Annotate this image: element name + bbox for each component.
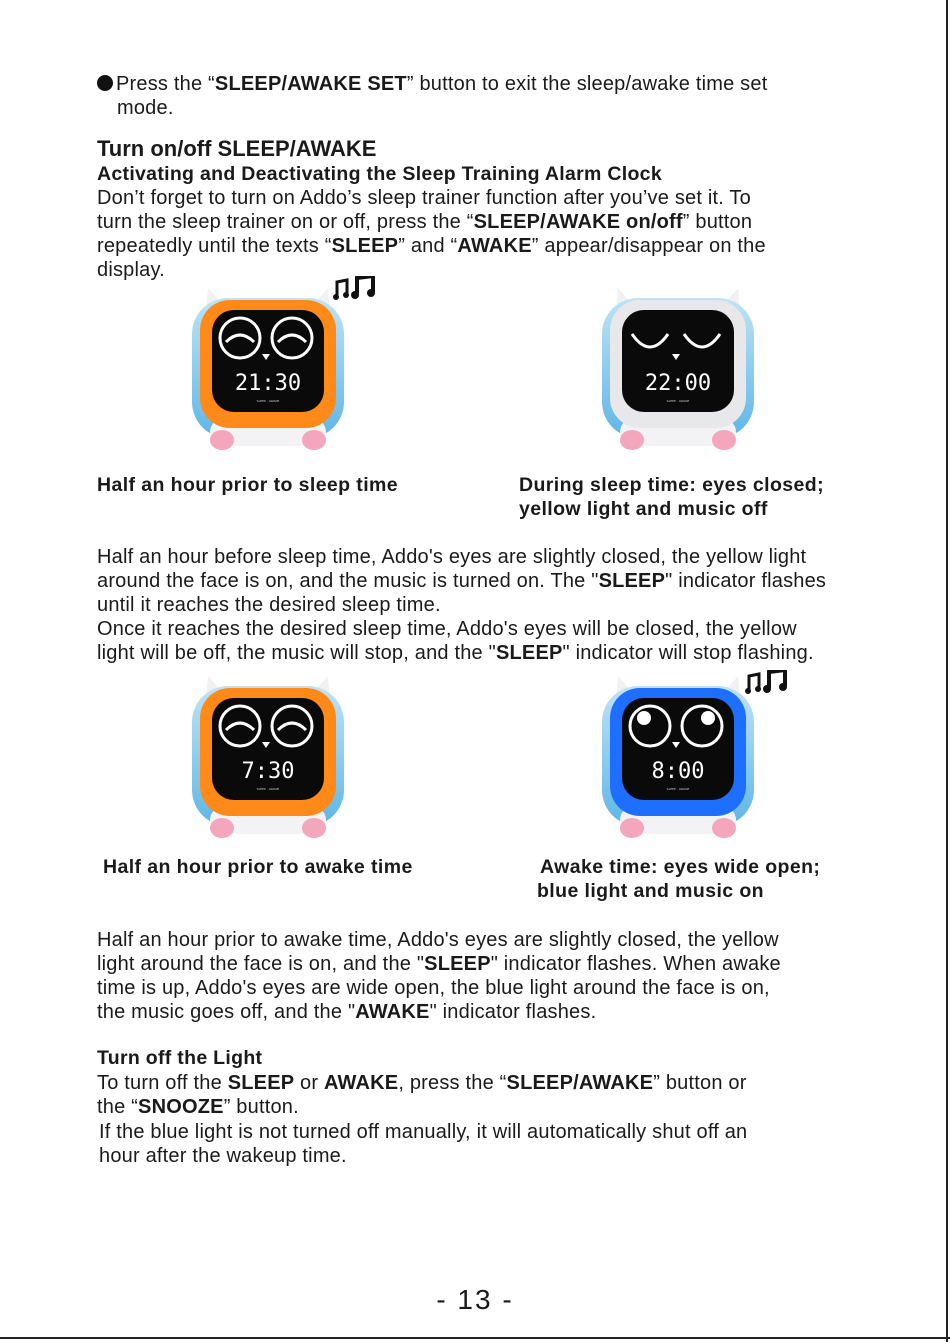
- caption: Half an hour prior to sleep time: [97, 474, 399, 496]
- clock-illustration-1: [188, 278, 348, 456]
- paragraph-line: Once it reaches the desired sleep time, Addo's eyes will be closed, the yellow: [97, 618, 797, 640]
- paragraph-line: the music goes off, and the "AWAKE" indicator flashes.: [97, 1001, 597, 1023]
- bullet-line: Press the “SLEEP/AWAKE SET” button to exit the sleep/awake time set: [97, 72, 767, 96]
- paragraph-line: around the face is on, and the music is turned on. The "SLEEP" indicator flashes: [97, 570, 827, 592]
- paragraph-line: If the blue light is not turned off manually, it will automatically shut off an: [99, 1121, 748, 1143]
- paragraph-line: the “SNOOZE” button.: [97, 1096, 299, 1118]
- paragraph-line: turn the sleep trainer on or off, press the “SLEEP/AWAKE on/off” button: [97, 211, 753, 233]
- paragraph-line: repeatedly until the texts “SLEEP” and “AWAKE” appear/disappear on the: [97, 235, 766, 257]
- clock-indicator: SLEEP · AWAKE: [666, 787, 690, 791]
- music-note-icon: [745, 670, 791, 698]
- paragraph-line: light around the face is on, and the "SLEEP" indicator flashes. When awake: [97, 953, 781, 975]
- paragraph-line: hour after the wakeup time.: [99, 1145, 347, 1167]
- caption: blue light and music on: [537, 880, 764, 902]
- clock-time: 8:00: [651, 759, 705, 784]
- clock-indicator: SLEEP · AWAKE: [666, 399, 690, 403]
- clock-time: 7:30: [241, 759, 295, 784]
- caption: yellow light and music off: [519, 498, 768, 520]
- music-note-icon: [333, 276, 379, 304]
- clock-illustration-4: [598, 666, 758, 844]
- paragraph-line: until it reaches the desired sleep time.: [97, 594, 441, 616]
- paragraph-line: Half an hour before sleep time, Addo's eyes are slightly closed, the yellow light: [97, 546, 807, 568]
- bullet-line-2: mode.: [117, 97, 174, 119]
- paragraph-line: Don’t forget to turn on Addo’s sleep trainer function after you’ve set it. To: [97, 187, 751, 209]
- clock-indicator: SLEEP · AWAKE: [256, 399, 280, 403]
- page-number: - 13 -: [436, 1284, 514, 1315]
- paragraph-line: To turn off the SLEEP or AWAKE, press the “SLEEP/AWAKE” button or: [97, 1072, 747, 1094]
- section-title: Turn on/off SLEEP/AWAKE: [97, 136, 377, 161]
- clock-illustration-3: [188, 666, 348, 844]
- caption: Half an hour prior to awake time: [103, 856, 413, 878]
- paragraph-line: Half an hour prior to awake time, Addo's eyes are slightly closed, the yellow: [97, 929, 779, 951]
- page-border: [946, 0, 948, 1342]
- clock-time: 22:00: [644, 371, 712, 396]
- bullet-icon: [97, 75, 113, 91]
- clock-indicator: SLEEP · AWAKE: [256, 787, 280, 791]
- clock-time: 21:30: [234, 371, 302, 396]
- page-border: [0, 1337, 950, 1339]
- paragraph-line: time is up, Addo's eyes are wide open, the blue light around the face is on,: [97, 977, 770, 999]
- caption: Awake time: eyes wide open;: [540, 856, 821, 878]
- paragraph-line: display.: [97, 259, 165, 281]
- clock-screen: [622, 310, 734, 412]
- section-subtitle: Activating and Deactivating the Sleep Training Alarm Clock: [97, 163, 662, 185]
- paragraph-line: light will be off, the music will stop, and the "SLEEP" indicator will stop flashing.: [97, 642, 814, 664]
- section-title: Turn off the Light: [97, 1047, 263, 1069]
- caption: During sleep time: eyes closed;: [519, 474, 824, 496]
- clock-illustration-2: [598, 278, 758, 456]
